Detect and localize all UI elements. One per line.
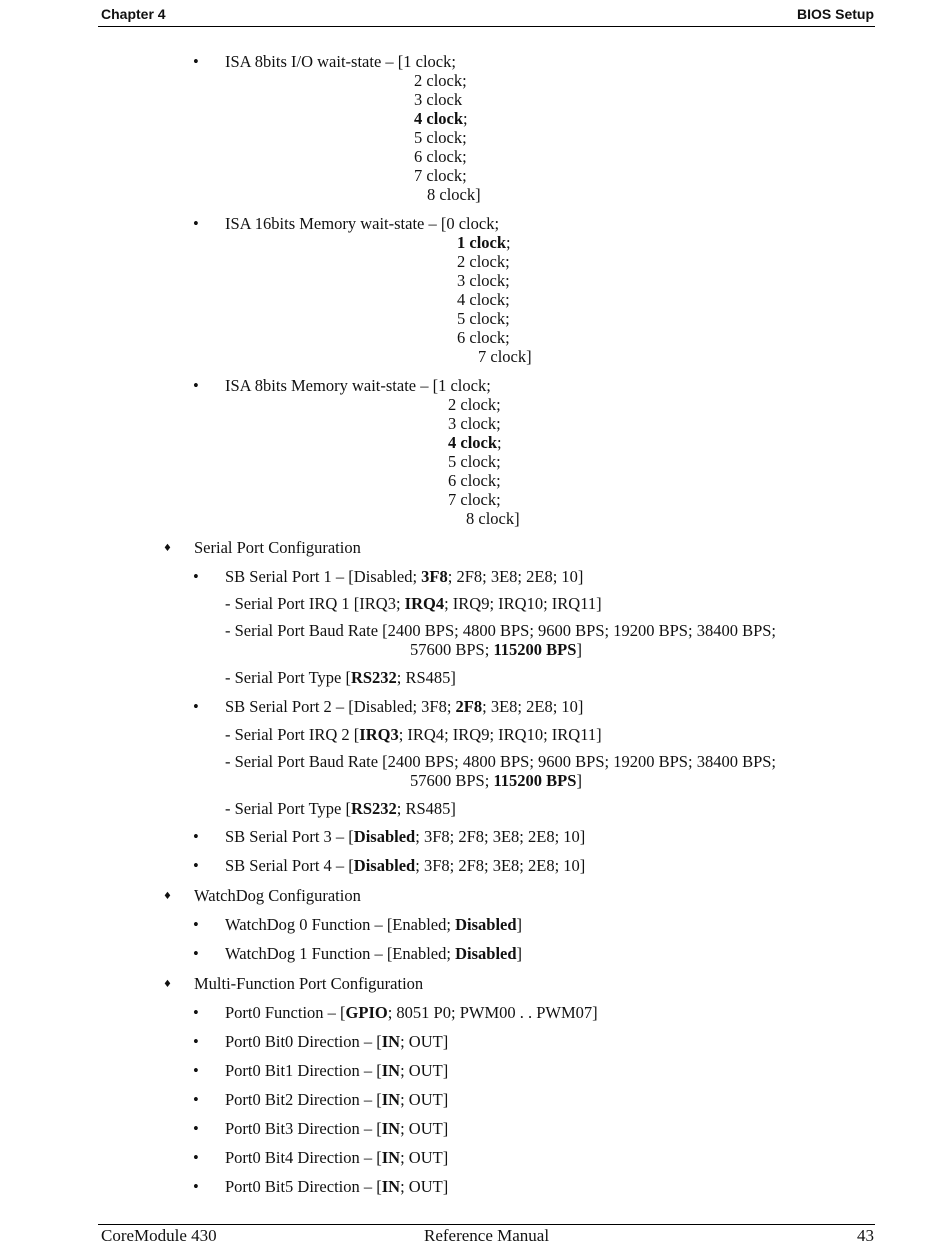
- section-title: BIOS Setup: [796, 6, 874, 22]
- option: 6 clock;: [414, 147, 467, 166]
- isa-16bit-mem-waitstate: ISA 16bits Memory wait-state – [0 clock;: [225, 214, 500, 233]
- bullet: •: [193, 915, 199, 934]
- option: 8 clock]: [466, 509, 520, 528]
- option: 8 clock]: [427, 185, 481, 204]
- option: 3 clock: [414, 90, 463, 109]
- bullet: •: [193, 52, 199, 71]
- diamond-bullet: ♦: [163, 891, 172, 902]
- option: 4 clock;: [457, 290, 510, 309]
- port0-bit1-direction: Port0 Bit1 Direction – [IN; OUT]: [225, 1061, 449, 1080]
- diamond-bullet: ♦: [163, 543, 172, 554]
- port0-function: Port0 Function – [GPIO; 8051 P0; PWM00 . . PWM07]: [225, 1003, 598, 1022]
- option: 5 clock;: [414, 128, 467, 147]
- serial-port-irq-1: - Serial Port IRQ 1 [IRQ3; IRQ4; IRQ9; IRQ10; IRQ11]: [225, 594, 602, 613]
- option: 7 clock;: [448, 490, 501, 509]
- option: 3 clock;: [448, 414, 501, 433]
- option-default: 1 clock;: [457, 233, 511, 252]
- bullet: •: [193, 856, 199, 875]
- serial-port-baud-1-cont: 57600 BPS; 115200 BPS]: [410, 640, 582, 659]
- header-rule: [98, 26, 875, 27]
- serial-port-config-heading: Serial Port Configuration: [194, 538, 361, 557]
- serial-port-baud-2-cont: 57600 BPS; 115200 BPS]: [410, 771, 582, 790]
- bullet: •: [193, 376, 199, 395]
- bullet: •: [193, 1061, 199, 1080]
- manual-title: Reference Manual: [424, 1226, 550, 1245]
- watchdog-1-function: WatchDog 1 Function – [Enabled; Disabled]: [225, 944, 523, 963]
- serial-port-2: SB Serial Port 2 – [Disabled; 3F8; 2F8; 3E8; 2E8; 10]: [225, 697, 584, 716]
- bullet: •: [193, 697, 199, 716]
- serial-port-irq-2: - Serial Port IRQ 2 [IRQ3; IRQ4; IRQ9; IRQ10; IRQ11]: [225, 725, 602, 744]
- option: 2 clock;: [414, 71, 467, 90]
- page-number: 43: [857, 1226, 874, 1245]
- isa-8bit-mem-waitstate: ISA 8bits Memory wait-state – [1 clock;: [225, 376, 491, 395]
- bullet: •: [193, 1148, 199, 1167]
- option: 3 clock;: [457, 271, 510, 290]
- option-default: 4 clock;: [414, 109, 468, 128]
- port0-bit5-direction: Port0 Bit5 Direction – [IN; OUT]: [225, 1177, 449, 1196]
- serial-port-1: SB Serial Port 1 – [Disabled; 3F8; 2F8; 3E8; 2E8; 10]: [225, 567, 584, 586]
- bullet: •: [193, 1119, 199, 1138]
- option: 6 clock;: [457, 328, 510, 347]
- bullet: •: [193, 1003, 199, 1022]
- bullet: •: [193, 567, 199, 586]
- serial-port-4: SB Serial Port 4 – [Disabled; 3F8; 2F8; 3E8; 2E8; 10]: [225, 856, 586, 875]
- serial-port-baud-2: - Serial Port Baud Rate [2400 BPS; 4800 BPS; 9600 BPS; 19200 BPS; 38400 BPS;: [225, 752, 777, 771]
- serial-port-type-1: - Serial Port Type [RS232; RS485]: [225, 668, 456, 687]
- multi-function-port-heading: Multi-Function Port Configuration: [194, 974, 424, 993]
- option: 7 clock]: [478, 347, 532, 366]
- serial-port-baud-1: - Serial Port Baud Rate [2400 BPS; 4800 BPS; 9600 BPS; 19200 BPS; 38400 BPS;: [225, 621, 777, 640]
- option: 6 clock;: [448, 471, 501, 490]
- bullet: •: [193, 1032, 199, 1051]
- option: 2 clock;: [457, 252, 510, 271]
- footer-rule: [98, 1224, 875, 1225]
- chapter-label: Chapter 4: [101, 6, 166, 22]
- diamond-bullet: ♦: [163, 979, 172, 990]
- watchdog-config-heading: WatchDog Configuration: [194, 886, 361, 905]
- option-default: 4 clock;: [448, 433, 502, 452]
- serial-port-type-2: - Serial Port Type [RS232; RS485]: [225, 799, 456, 818]
- bullet: •: [193, 1177, 199, 1196]
- port0-bit3-direction: Port0 Bit3 Direction – [IN; OUT]: [225, 1119, 449, 1138]
- option: 5 clock;: [457, 309, 510, 328]
- product-name: CoreModule 430: [101, 1226, 217, 1245]
- bullet: •: [193, 944, 199, 963]
- serial-port-3: SB Serial Port 3 – [Disabled; 3F8; 2F8; 3E8; 2E8; 10]: [225, 827, 586, 846]
- watchdog-0-function: WatchDog 0 Function – [Enabled; Disabled]: [225, 915, 523, 934]
- bullet: •: [193, 827, 199, 846]
- port0-bit4-direction: Port0 Bit4 Direction – [IN; OUT]: [225, 1148, 449, 1167]
- bullet: •: [193, 214, 199, 233]
- option: 2 clock;: [448, 395, 501, 414]
- port0-bit0-direction: Port0 Bit0 Direction – [IN; OUT]: [225, 1032, 449, 1051]
- option: 7 clock;: [414, 166, 467, 185]
- option: 5 clock;: [448, 452, 501, 471]
- bullet: •: [193, 1090, 199, 1109]
- isa-8bit-io-waitstate: ISA 8bits I/O wait-state – [1 clock;: [225, 52, 456, 71]
- port0-bit2-direction: Port0 Bit2 Direction – [IN; OUT]: [225, 1090, 449, 1109]
